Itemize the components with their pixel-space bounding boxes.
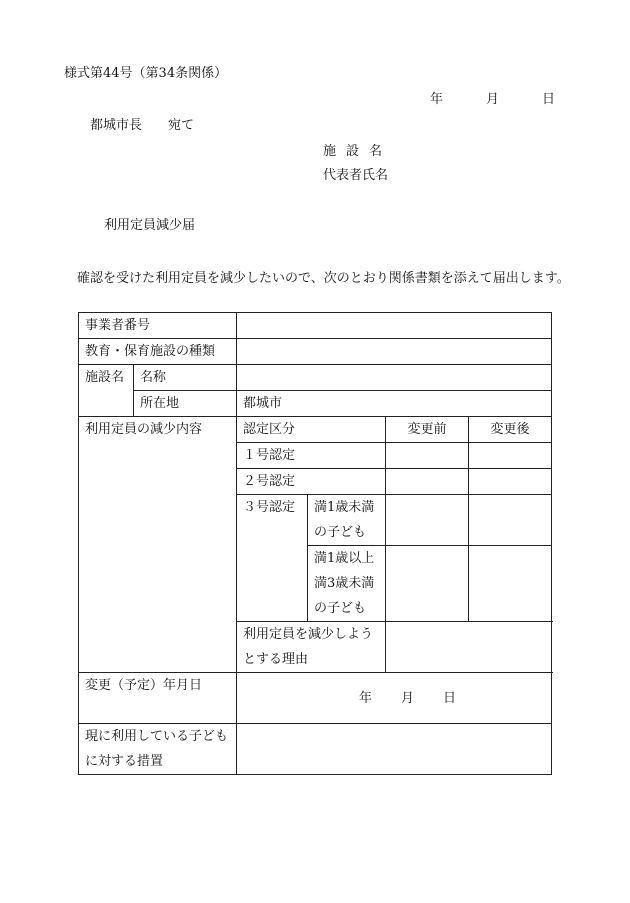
cert2-before-field[interactable] xyxy=(386,469,469,495)
reason-label: 利用定員を減少しようとする理由 xyxy=(237,622,386,673)
cert2-label: ２号認定 xyxy=(237,469,386,495)
date-month-label: 月 xyxy=(486,92,500,107)
table-row xyxy=(79,313,552,339)
cert1-label: １号認定 xyxy=(237,443,386,469)
cert1-before-field[interactable] xyxy=(386,443,469,469)
address-field[interactable]: 都城市 xyxy=(237,391,552,417)
business-number-field[interactable] xyxy=(237,313,552,339)
reason-field[interactable] xyxy=(386,622,552,673)
table-row xyxy=(79,673,552,724)
body-paragraph: 確認を受けた利用定員を減少したいので、次のとおり関係書類を添えて届出します。 xyxy=(77,271,570,286)
table-row xyxy=(79,391,552,417)
cert-category-header: 認定区分 xyxy=(237,417,386,443)
age1to3-label: 満1歳以上満3歳未満の子ども xyxy=(308,546,386,622)
representative-name-label: 代表者氏名 xyxy=(323,168,389,183)
facility-type-label: 教育・保育施設の種類 xyxy=(79,339,237,365)
after-header: 変更後 xyxy=(469,417,552,443)
cert2-after-field[interactable] xyxy=(469,469,552,495)
measures-field[interactable] xyxy=(237,724,552,775)
notification-form-table xyxy=(78,312,552,775)
table-row xyxy=(79,417,552,443)
facility-name-field[interactable] xyxy=(237,365,552,391)
cert3-label: ３号認定 xyxy=(237,495,308,622)
change-day-label: 日 xyxy=(443,690,457,706)
before-header: 変更前 xyxy=(386,417,469,443)
reduction-content-label: 利用定員の減少内容 xyxy=(79,417,237,673)
change-year-label: 年 xyxy=(359,690,373,706)
facility-label: 施設名 xyxy=(79,365,134,417)
change-date-label: 変更（予定）年月日 xyxy=(79,673,237,724)
measures-label: 現に利用している子どもに対する措置 xyxy=(79,724,237,775)
document-title: 利用定員減少届 xyxy=(104,218,196,233)
body-text xyxy=(64,266,584,292)
addressee-suffix: 宛て xyxy=(168,118,195,133)
facility-type-field[interactable] xyxy=(237,339,552,365)
change-date-field[interactable] xyxy=(237,673,552,724)
addressee xyxy=(90,118,194,134)
addressee-name: 都城市長 xyxy=(90,118,143,133)
age1to3-before-field[interactable] xyxy=(386,546,469,622)
address-label: 所在地 xyxy=(134,391,237,417)
age1to3-after-field[interactable] xyxy=(469,546,552,622)
form-number: 様式第44号（第34条関係） xyxy=(64,66,228,81)
date-day-label: 日 xyxy=(542,92,556,107)
table-row xyxy=(79,724,552,775)
under1-label: 満1歳未満の子ども xyxy=(308,495,386,546)
cert1-after-field[interactable] xyxy=(469,443,552,469)
table-row xyxy=(79,365,552,391)
date-year-label: 年 xyxy=(430,92,444,107)
facility-name-label: 施設名 xyxy=(323,144,393,159)
business-number-label: 事業者番号 xyxy=(79,313,237,339)
table-row xyxy=(79,339,552,365)
under1-after-field[interactable] xyxy=(469,495,552,546)
under1-before-field[interactable] xyxy=(386,495,469,546)
name-label: 名称 xyxy=(134,365,237,391)
change-month-label: 月 xyxy=(401,690,415,706)
